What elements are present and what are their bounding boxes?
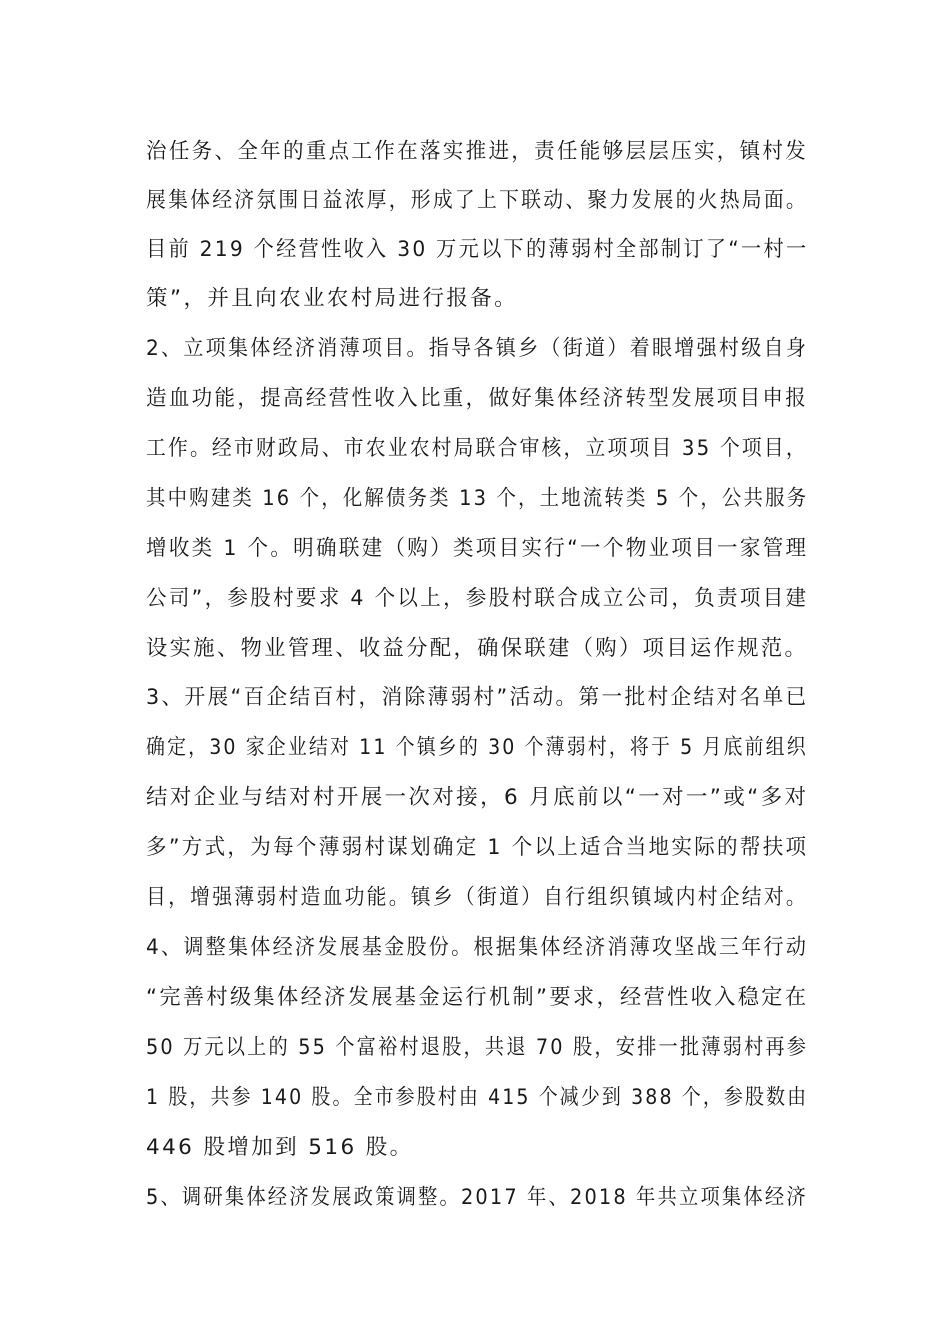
text-line: 造血功能，提高经营性收入比重，做好集体经济转型发展项目申报 [146, 386, 809, 411]
text-line: 策”，并且向农业农村局进行报备。 [146, 286, 519, 311]
text-line: 确定，30 家企业结对 11 个镇乡的 30 个薄弱村，将于 5 月底前组织 [146, 735, 808, 760]
text-line: 目前 219 个经营性收入 30 万元以下的薄弱村全部制订了“一村一 [146, 237, 809, 262]
paragraph-4-line: 4、调整集体经济发展基金股份。根据集体经济消薄攻坚战三年行动 [146, 935, 809, 960]
text-line: 结对企业与结对村开展一次对接，6 月底前以“一对一”或“多对 [146, 785, 809, 810]
text-line: 展集体经济氛围日益浓厚，形成了上下联动、聚力发展的火热局面。 [146, 188, 809, 213]
text-line: 公司”，参股村要求 4 个以上，参股村联合成立公司，负责项目建 [146, 586, 809, 611]
paragraph-2-line: 2、立项集体经济消薄项目。指导各镇乡（街道）着眼增强村级自身 [146, 336, 809, 361]
text-line: 446 股增加到 516 股。 [146, 1135, 414, 1160]
text-line: 目，增强薄弱村造血功能。镇乡（街道）自行组织镇域内村企结对。 [146, 885, 809, 910]
text-line: 其中购建类 16 个，化解债务类 13 个，土地流转类 5 个，公共服务 [146, 486, 809, 511]
paragraph-5-line: 5、调研集体经济发展政策调整。2017 年、2018 年共立项集体经济 [146, 1185, 808, 1210]
text-line: 设实施、物业管理、收益分配，确保联建（购）项目运作规范。 [146, 636, 809, 661]
text-line: 工作。经市财政局、市农业农村局联合审核，立项项目 35 个项目， [146, 436, 808, 461]
text-line: 多”方式，为每个薄弱村谋划确定 1 个以上适合当地实际的帮扶项 [146, 835, 809, 860]
text-line: “完善村级集体经济发展基金运行机制”要求，经营性收入稳定在 [146, 985, 809, 1010]
text-line: 治任务、全年的重点工作在落实推进，责任能够层层压实，镇村发 [146, 139, 809, 164]
paragraph-3-line: 3、开展“百企结百村，消除薄弱村”活动。第一批村企结对名单已 [146, 685, 809, 710]
text-line: 增收类 1 个。明确联建（购）类项目实行“一个物业项目一家管理 [146, 536, 809, 561]
text-line: 1 股，共参 140 股。全市参股村由 415 个减少到 388 个，参股数由 [146, 1085, 809, 1110]
text-line: 50 万元以上的 55 个富裕村退股，共退 70 股，安排一批薄弱村再参 [146, 1035, 809, 1060]
